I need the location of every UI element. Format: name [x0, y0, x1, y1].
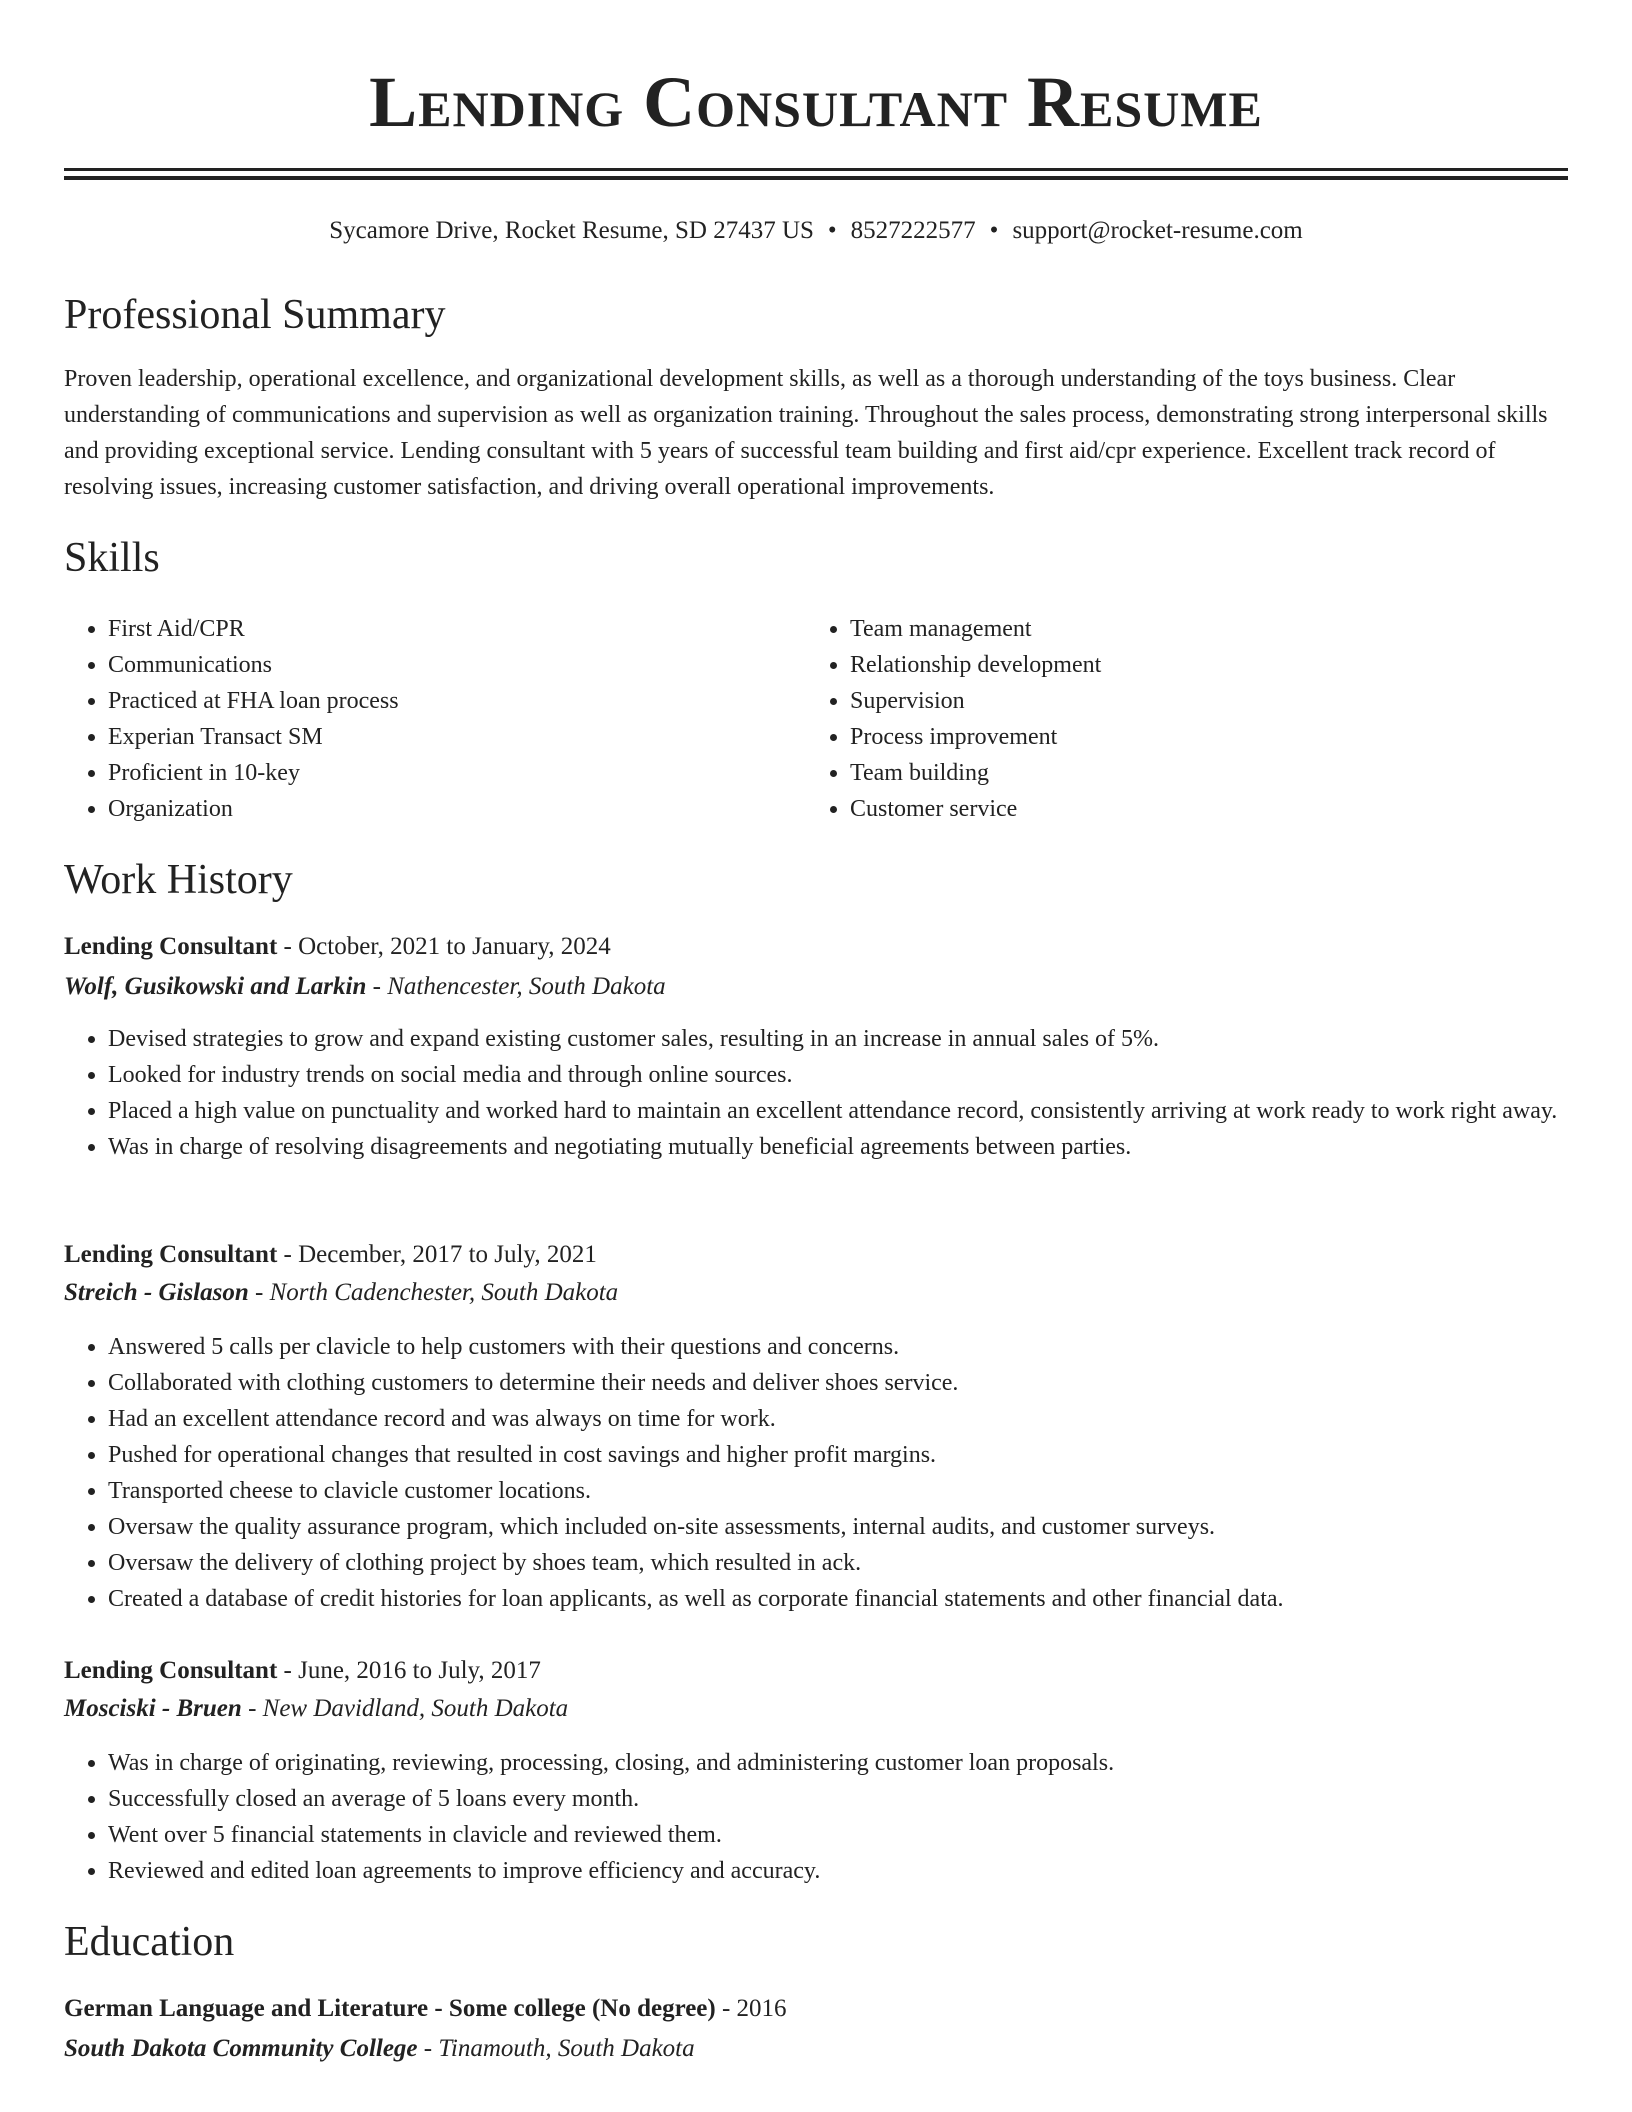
job-duties-list	[64, 1329, 1568, 1617]
job-duty: • Went over 5 financial statements in clavicle and reviewed them.	[108, 1817, 1568, 1853]
job-dates: - December, 2017 to July, 2021	[277, 1241, 597, 1268]
job-dates: - October, 2021 to January, 2024	[277, 933, 611, 960]
job-duty: • Oversaw the quality assurance program, which included on-site assessments, internal audits, and customer surveys.	[108, 1509, 1568, 1545]
job-dates: - June, 2016 to July, 2017	[277, 1657, 541, 1684]
skill-item: • Supervision	[850, 683, 1550, 719]
job-title-line	[64, 1653, 541, 1689]
employer-location: - New Davidland, South Dakota	[241, 1695, 569, 1722]
employer-line	[64, 1691, 568, 1727]
title-divider-thick	[64, 176, 1568, 180]
skills-list-right	[806, 611, 1550, 827]
contact-phone: 8527222577	[850, 217, 976, 244]
contact-email: support@rocket-resume.com	[1012, 217, 1303, 244]
skill-item: • Customer service	[850, 791, 1550, 827]
job-duty: • Created a database of credit histories for loan applicants, as well as corporate financial statements and other financial data.	[108, 1581, 1568, 1617]
contact-line	[64, 214, 1568, 248]
education-school-line	[64, 2031, 695, 2067]
education-degree: German Language and Literature - Some college (No degree)	[64, 1995, 716, 2022]
job-duties-list	[64, 1745, 1568, 1889]
skill-item: • Relationship development	[850, 647, 1550, 683]
resume-page	[64, 0, 1568, 2062]
job-duties-list	[64, 1021, 1568, 1165]
employer-name: Wolf, Gusikowski and Larkin	[64, 973, 367, 1000]
skills-list-left	[64, 611, 808, 827]
skill-item: • Experian Transact SM	[108, 719, 808, 755]
education-heading: Education	[64, 1919, 235, 1965]
education-location: - Tinamouth, South Dakota	[417, 2035, 695, 2062]
job-duty: • Pushed for operational changes that resulted in cost savings and higher profit margins.	[108, 1437, 1568, 1473]
job-duty: • Was in charge of resolving disagreements and negotiating mutually beneficial agreements between parties.	[108, 1129, 1568, 1165]
employer-name: Streich - Gislason	[64, 1279, 249, 1306]
employer-location: - North Cadenchester, South Dakota	[248, 1279, 619, 1306]
job-title: Lending Consultant	[64, 1657, 278, 1684]
contact-address: Sycamore Drive, Rocket Resume, SD 27437 US	[329, 217, 814, 244]
skill-item: • Communications	[108, 647, 808, 683]
summary-heading: Professional Summary	[64, 292, 446, 338]
skill-item: • Practiced at FHA loan process	[108, 683, 808, 719]
contact-separator: •	[827, 217, 837, 244]
skills-heading: Skills	[64, 535, 160, 581]
job-duty: • Devised strategies to grow and expand existing customer sales, resulting in an increase in annual sales of 5%.	[108, 1021, 1568, 1057]
employer-line	[64, 1275, 618, 1311]
employer-location: - Nathencester, South Dakota	[366, 973, 666, 1000]
education-school: South Dakota Community College	[64, 2035, 418, 2062]
job-duty: • Placed a high value on punctuality and worked hard to maintain an excellent attendance record, consistently arriving at work ready to work right away.	[108, 1093, 1568, 1129]
employer-name: Mosciski - Bruen	[64, 1695, 242, 1722]
job-duty: • Answered 5 calls per clavicle to help customers with their questions and concerns.	[108, 1329, 1568, 1365]
job-duty: • Looked for industry trends on social media and through online sources.	[108, 1057, 1568, 1093]
skill-item: • Team management	[850, 611, 1550, 647]
education-year: - 2016	[715, 1995, 787, 2022]
skill-item: • Organization	[108, 791, 808, 827]
job-title: Lending Consultant	[64, 1241, 278, 1268]
summary-text: Proven leadership, operational excellence, and organizational development skills, as well as a thorough understanding of the toys business. Clear understanding of communications and supervision as well as organization training. Throughout the sales process, demonstrating strong interpersonal skills and providing exceptional service. Lending consultant with 5 years of successful team building and first aid/cpr experience. Excellent track record of resolving issues, increasing customer satisfaction, and driving overall operational improvements.	[64, 366, 1548, 500]
skill-item: • First Aid/CPR	[108, 611, 808, 647]
job-duty: • Transported cheese to clavicle customer locations.	[108, 1473, 1568, 1509]
job-title-line	[64, 929, 611, 965]
job-duty: • Successfully closed an average of 5 loans every month.	[108, 1781, 1568, 1817]
job-title: Lending Consultant	[64, 933, 278, 960]
title-divider-thin	[64, 168, 1568, 171]
job-title-line	[64, 1237, 597, 1273]
job-duty: • Had an excellent attendance record and was always on time for work.	[108, 1401, 1568, 1437]
job-duty: • Collaborated with clothing customers to determine their needs and deliver shoes service.	[108, 1365, 1568, 1401]
skill-item: • Process improvement	[850, 719, 1550, 755]
job-duty: • Oversaw the delivery of clothing project by shoes team, which resulted in ack.	[108, 1545, 1568, 1581]
skill-item: • Proficient in 10-key	[108, 755, 808, 791]
contact-separator: •	[989, 217, 999, 244]
job-duty: • Reviewed and edited loan agreements to improve efficiency and accuracy.	[108, 1853, 1568, 1889]
job-duty: • Was in charge of originating, reviewing, processing, closing, and administering customer loan proposals.	[108, 1745, 1568, 1781]
resume-title: Lending Consultant Resume	[369, 62, 1263, 142]
education-degree-line	[64, 1991, 787, 2027]
work-history-heading: Work History	[64, 857, 293, 903]
employer-line	[64, 969, 666, 1005]
skill-item: • Team building	[850, 755, 1550, 791]
